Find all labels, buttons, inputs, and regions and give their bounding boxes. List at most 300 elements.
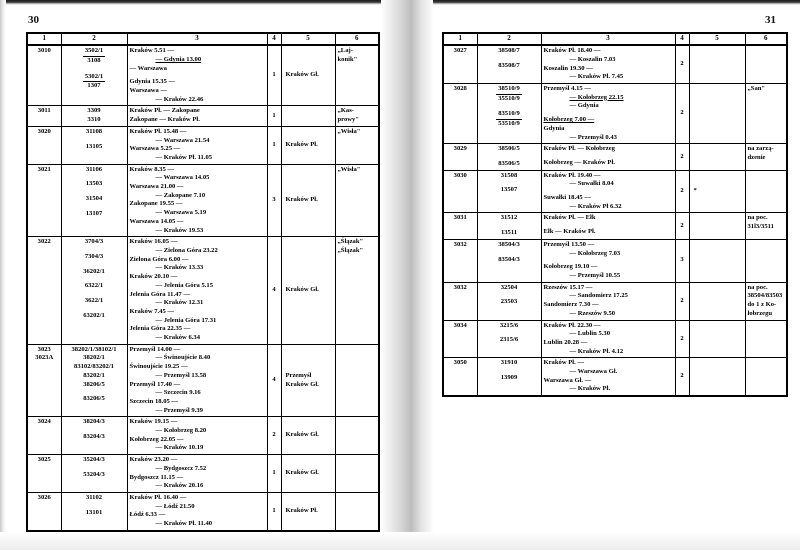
train-number: 38202/1/38102/1 — [71, 345, 117, 353]
train-number: 3215/6 — [499, 321, 519, 329]
cell-train-numbers — [477, 45, 541, 83]
train-number-fraction — [480, 110, 539, 128]
train-number: 53204/3 — [83, 470, 105, 478]
train-number: 83202/1 — [83, 371, 105, 379]
cell-set-count: 2 — [675, 144, 689, 170]
relation-number: 3024 — [37, 418, 51, 426]
itinerary-line: Bydgoszcz 11.15 — — [129, 473, 184, 481]
home-station: Kraków Pł. — [285, 507, 318, 515]
remark-line: do 1 z Ko- — [747, 301, 777, 309]
cell-relation-number — [27, 492, 61, 530]
table-row — [443, 84, 787, 144]
train-number: 13107 — [85, 209, 103, 217]
cell-set-count: 3 — [267, 164, 281, 237]
train-number: 3310 — [87, 116, 101, 124]
itinerary-line: — Kraków Pł 6.32 — [569, 202, 622, 210]
table-row — [27, 106, 379, 126]
train-number: 31504 — [85, 195, 103, 203]
itinerary-line: — Kraków Pł. 11.05 — [155, 153, 213, 161]
cell-itinerary — [127, 455, 267, 493]
cell-train-numbers — [477, 84, 541, 144]
itinerary-line: Kraków Pł. 16.40 — — [129, 493, 187, 501]
itinerary-line: — Świnoujście 8.40 — [155, 354, 211, 362]
cell-itinerary — [541, 45, 675, 83]
relation-number: 3032 — [453, 283, 467, 291]
cell-itinerary — [127, 164, 267, 237]
itinerary-line: Zielona Góra 6.00 — — [129, 255, 189, 263]
cell-set-count: 1 — [267, 126, 281, 164]
cell-home-station — [281, 126, 335, 164]
cell-home-station — [689, 239, 745, 282]
cell-home-station — [281, 492, 335, 530]
cell-set-count: 1 — [267, 455, 281, 493]
itinerary-line: Warszawa Gł. — — [543, 376, 592, 384]
itinerary-line-underlined: — Kołobrzeg 22.15 — [569, 93, 624, 101]
itinerary-line: Ełk — Kraków Pł. — [543, 228, 596, 236]
table-row — [27, 344, 379, 417]
itinerary-line: — Kraków 12.31 — [155, 299, 204, 307]
itinerary-line: — Kraków 10.19 — [155, 444, 204, 452]
cell-set-count: 2 — [675, 320, 689, 358]
cell-relation-number — [443, 213, 477, 239]
cell-train-numbers — [61, 417, 127, 455]
cell-remarks — [335, 164, 379, 237]
itinerary-line: Kołobrzeg 19.10 — — [543, 263, 598, 271]
remark-line: na poc. — [747, 283, 768, 291]
itinerary-line: Kraków Pł. — — [543, 359, 584, 367]
train-number: 3309 — [87, 107, 101, 115]
remark-line: „Laj- — [337, 47, 353, 55]
header-col-2: 2 — [477, 33, 541, 45]
header-col-1: 1 — [27, 33, 61, 45]
timetable-left-body — [27, 45, 379, 531]
itinerary-line: — Kraków Pł. — [569, 385, 610, 393]
cell-home-station — [281, 455, 335, 493]
relation-number: 3021 — [37, 165, 51, 173]
table-header-row — [443, 33, 787, 45]
itinerary-line: Warszawa 21.00 — — [129, 183, 184, 191]
cell-relation-number — [443, 144, 477, 170]
train-number: 38206/5 — [83, 380, 105, 388]
relation-number: 3034 — [453, 321, 467, 329]
train-number: 13105 — [85, 142, 103, 150]
cell-train-numbers — [477, 358, 541, 396]
train-number: 83506/5 — [498, 159, 520, 167]
cell-remarks — [335, 106, 379, 126]
itinerary-line: — Kraków Pł. 7.45 — [569, 73, 624, 81]
itinerary-line: — Koszalin 7.03 — [569, 55, 616, 63]
cell-itinerary — [127, 126, 267, 164]
cell-remarks — [745, 84, 787, 144]
cell-remarks — [335, 492, 379, 530]
train-number: 13507 — [500, 186, 518, 194]
table-row — [443, 282, 787, 320]
table-row — [27, 492, 379, 530]
cell-train-numbers — [477, 282, 541, 320]
itinerary-line: Kraków 5.51 — — [129, 47, 175, 55]
remark-line: 38504/83503 — [747, 292, 783, 300]
remark-line: na zarzą- — [747, 145, 774, 153]
itinerary-line: Jelenia Góra 22.35 — — [129, 325, 191, 333]
cell-remarks — [335, 45, 379, 106]
cell-remarks — [335, 344, 379, 417]
header-col-5: 5 — [689, 33, 745, 45]
cell-set-count: 2 — [675, 45, 689, 83]
train-number: 13503 — [85, 180, 103, 188]
cell-remarks — [745, 213, 787, 239]
cell-set-count: 2 — [675, 213, 689, 239]
itinerary-line: — Kraków 13.33 — [155, 264, 204, 272]
train-number: 35204/3 — [83, 456, 105, 464]
itinerary-line: — Kołobrzeg 8.20 — [155, 427, 207, 435]
itinerary-line: Sandomierz 7.30 — — [543, 301, 599, 309]
train-number-fraction — [64, 47, 125, 65]
cell-home-station — [281, 344, 335, 417]
train-number: 83206/5 — [83, 395, 105, 403]
itinerary-line: — Kraków Pł. 4.12 — [569, 347, 624, 355]
itinerary-line: Kraków Pł. 22.30 — — [543, 321, 601, 329]
train-number-fraction — [64, 73, 125, 91]
relation-number: 3031 — [453, 214, 467, 222]
home-station: Kraków Gł. — [285, 431, 319, 439]
cell-set-count: 4 — [267, 237, 281, 344]
remark-line: prowy" — [337, 116, 359, 124]
remark-line: „Wisła" — [337, 127, 361, 135]
right-page — [400, 0, 800, 550]
itinerary-line — [544, 116, 673, 125]
cell-home-station — [281, 106, 335, 126]
itinerary-line: Zakopane 19.55 — — [129, 200, 183, 208]
home-station: Kraków Gł. — [285, 469, 319, 477]
cell-train-numbers — [61, 344, 127, 417]
cell-set-count: 2 — [267, 417, 281, 455]
itinerary-line: — Bydgoszcz 7.52 — [155, 464, 207, 472]
cell-itinerary — [127, 344, 267, 417]
relation-number: 3010 — [37, 47, 51, 55]
table-row — [443, 239, 787, 282]
relation-number: 3025 — [37, 456, 51, 464]
itinerary-line: Suwałki 18.45 — — [543, 194, 591, 202]
cell-relation-number — [27, 455, 61, 493]
train-number: 2315/6 — [499, 336, 519, 344]
itinerary-line: — Kraków 22.46 — [155, 95, 204, 103]
header-col-3: 3 — [127, 33, 267, 45]
remark-line: „Wisła" — [337, 165, 361, 173]
cell-itinerary — [541, 239, 675, 282]
itinerary-line: Lublin 20.28 — — [543, 338, 588, 346]
itinerary-line: Koszalin 19.30 — — [543, 64, 593, 72]
itinerary-line: — Kraków 6.34 — [155, 334, 201, 342]
cell-remarks — [745, 170, 787, 213]
train-number: 38204/3 — [83, 418, 105, 426]
page-number-left: 30 — [28, 14, 39, 26]
relation-number: 3027 — [453, 47, 467, 55]
cell-home-station — [689, 170, 745, 213]
cell-remarks — [335, 417, 379, 455]
relation-number: 3023A — [35, 354, 54, 362]
itinerary-line: Kołobrzeg — Kraków Pł. — [543, 158, 615, 166]
train-number: 6322/1 — [84, 282, 104, 290]
cell-set-count: 1 — [267, 45, 281, 106]
cell-itinerary — [127, 237, 267, 344]
cell-train-numbers — [61, 237, 127, 344]
cell-set-count: 2 — [675, 282, 689, 320]
home-station: Kraków Pł. — [285, 196, 318, 204]
table-row — [443, 45, 787, 83]
itinerary-line: — Przemyśl 10.55 — [569, 272, 621, 279]
itinerary-line: — Warszawa Gł. — [569, 368, 618, 376]
table-row — [443, 170, 787, 213]
table-row — [27, 126, 379, 164]
cell-relation-number — [27, 344, 61, 417]
cell-train-numbers — [61, 164, 127, 237]
itinerary-line: Kraków 8.35 — — [129, 165, 175, 173]
cell-home-station — [281, 45, 335, 106]
cell-itinerary — [541, 213, 675, 239]
cell-home-station — [689, 84, 745, 144]
table-row — [443, 320, 787, 358]
train-number: 13909 — [500, 374, 518, 382]
itinerary-line: Przemyśl 17.40 — — [129, 380, 181, 388]
itinerary-line: — Kraków Pł. 11.40 — [155, 520, 213, 528]
relation-number: 3029 — [453, 145, 467, 153]
cell-train-numbers — [477, 213, 541, 239]
cell-home-station — [689, 282, 745, 320]
train-number-top: 3502/1 — [83, 47, 105, 57]
cell-remarks — [745, 320, 787, 358]
cell-set-count: 2 — [675, 170, 689, 213]
itinerary-line: — Warszawa 21.54 — [155, 136, 210, 144]
home-station: * — [693, 187, 697, 195]
itinerary-line: — Rzeszów 9.50 — [569, 309, 616, 317]
cell-relation-number — [443, 45, 477, 83]
itinerary-line: Kraków Pł. — Kołobrzeg — [543, 145, 615, 153]
header-col-4: 4 — [675, 33, 689, 45]
relation-number: 3011 — [37, 107, 51, 115]
cell-remarks — [335, 126, 379, 164]
relation-number: 3022 — [37, 238, 51, 246]
cell-remarks — [745, 358, 787, 396]
header-col-5: 5 — [281, 33, 335, 45]
itinerary-line-underlined: Kołobrzeg 7.00 — — [543, 116, 595, 124]
itinerary-line: Gdynia — [543, 124, 565, 132]
cell-remarks — [335, 237, 379, 344]
remark-line: dzenie — [747, 153, 766, 161]
relation-number: 3050 — [453, 359, 467, 367]
train-number: 83508/7 — [498, 61, 520, 69]
train-number: 83102/83202/1 — [74, 363, 114, 371]
header-col-4: 4 — [267, 33, 281, 45]
cell-relation-number — [443, 282, 477, 320]
table-row — [27, 237, 379, 344]
cell-train-numbers — [61, 45, 127, 106]
itinerary-line: Kraków Pł. — Zakopane — [129, 107, 200, 115]
train-number: 13101 — [85, 508, 103, 516]
page-number-right: 31 — [765, 14, 776, 26]
cell-train-numbers — [61, 106, 127, 126]
itinerary-line: — Zielona Góra 23.22 — [155, 247, 218, 254]
cell-train-numbers — [477, 170, 541, 213]
cell-train-numbers — [61, 126, 127, 164]
table-row — [27, 45, 379, 106]
train-number-bottom: 3108 — [87, 56, 101, 64]
cell-itinerary — [541, 170, 675, 213]
train-number-top: 83510/9 — [496, 110, 522, 120]
cell-remarks — [745, 282, 787, 320]
train-number: 3704/3 — [84, 238, 104, 246]
itinerary-line: — Warszawa 14.05 — [155, 174, 210, 182]
cell-relation-number — [27, 106, 61, 126]
itinerary-line: Łódź 6.33 — — [129, 511, 166, 519]
home-station: Kraków Gł. — [285, 71, 319, 79]
header-col-6: 6 — [745, 33, 787, 45]
table-row — [27, 455, 379, 493]
cell-set-count: 2 — [675, 358, 689, 396]
header-col-1: 1 — [443, 33, 477, 45]
cell-remarks — [745, 239, 787, 282]
train-number: 83204/3 — [83, 433, 105, 441]
itinerary-line — [130, 56, 265, 65]
itinerary-line: Kołobrzeg 22.05 — — [129, 435, 184, 443]
timetable-left — [26, 32, 380, 532]
cell-itinerary — [541, 320, 675, 358]
cell-home-station — [689, 144, 745, 170]
cell-relation-number — [27, 164, 61, 237]
home-station: Kraków Gł. — [285, 380, 319, 388]
train-number-bottom: 35510/9 — [498, 94, 520, 102]
cell-train-numbers — [477, 320, 541, 358]
itinerary-line: — Szczecin 9.16 — [155, 389, 201, 397]
cell-itinerary — [127, 492, 267, 530]
header-col-3: 3 — [541, 33, 675, 45]
timetable-right-body — [443, 45, 787, 396]
scan-bottom-shade — [0, 532, 800, 550]
itinerary-line: Warszawa 14.05 — — [129, 217, 184, 225]
itinerary-line: Przemyśl 13.50 — — [543, 240, 595, 248]
cell-set-count: 4 — [267, 344, 281, 417]
itinerary-line: Kraków Pł. 15.48 — — [129, 127, 187, 135]
remark-line: „San" — [747, 85, 766, 93]
itinerary-line: Kraków 20.10 — — [129, 273, 178, 281]
cell-home-station — [281, 164, 335, 237]
train-number: 31108 — [85, 127, 103, 135]
itinerary-line: Przemyśl 14.00 — — [129, 345, 181, 353]
train-number: 31102 — [85, 493, 103, 501]
itinerary-line: Przemyśl 4.15 — — [543, 85, 591, 93]
itinerary-line: — Jelenia Góra 5.15 — [155, 281, 214, 289]
itinerary-line: — Zakopane 7.10 — [155, 191, 206, 199]
itinerary-line: Kraków Pł. 19.40 — — [543, 171, 601, 179]
train-number-bottom: 53510/9 — [498, 120, 520, 128]
cell-itinerary — [541, 144, 675, 170]
itinerary-line: Kraków 16.05 — — [129, 238, 178, 246]
itinerary-line: — Przemyśl 13.58 — [155, 371, 207, 379]
itinerary-line: — Przemyśl 9.39 — [155, 406, 203, 414]
itinerary-line: — Gdynia — [569, 102, 599, 110]
cell-set-count: 2 — [675, 84, 689, 144]
cell-train-numbers — [477, 239, 541, 282]
timetable-right — [442, 32, 788, 397]
table-row — [27, 164, 379, 237]
itinerary-line: Rzeszów 15.17 — — [543, 283, 593, 291]
train-number: 38504/3 — [498, 240, 520, 248]
home-station: Kraków Pł. — [285, 140, 318, 148]
remark-line: łobrzegu — [747, 309, 773, 317]
train-number: 3622/1 — [84, 297, 104, 305]
cell-itinerary — [127, 417, 267, 455]
relation-number: 3023 — [37, 345, 51, 353]
remark-line: „Ślązak" — [337, 238, 364, 246]
train-number-bottom: 1307 — [87, 82, 101, 90]
itinerary-line: — Przemyśl 0.43 — [569, 133, 617, 141]
cell-relation-number — [443, 170, 477, 213]
itinerary-line: — Łódź 21.50 — [155, 502, 195, 510]
table-header-row — [27, 33, 379, 45]
remark-line: konik" — [337, 55, 358, 63]
cell-itinerary — [541, 84, 675, 144]
cell-relation-number — [443, 358, 477, 396]
itinerary-line: — Kraków 20.16 — [155, 482, 204, 490]
train-number: 13511 — [500, 229, 518, 237]
header-col-6: 6 — [335, 33, 379, 45]
table-row — [443, 358, 787, 396]
remark-line: 31l3/3511 — [747, 223, 774, 231]
itinerary-line: Świnoujście 19.25 — — [129, 363, 188, 371]
train-number: 31910 — [500, 359, 518, 367]
relation-number: 3020 — [37, 127, 51, 135]
cell-relation-number — [443, 239, 477, 282]
train-number: 38506/5 — [498, 145, 520, 153]
train-number-top: 38510/9 — [496, 85, 522, 95]
itinerary-line: Warszawa — — [129, 87, 168, 95]
train-number: 31508 — [500, 171, 518, 179]
train-number: 83504/3 — [498, 255, 520, 263]
cell-relation-number — [27, 237, 61, 344]
cell-itinerary — [541, 282, 675, 320]
home-station: Kraków Gł. — [285, 286, 319, 294]
itinerary-line: — Lublin 5.30 — [569, 330, 610, 338]
cell-home-station — [281, 417, 335, 455]
relation-number: 3030 — [453, 171, 467, 179]
train-number: 38202/1 — [83, 354, 105, 362]
itinerary-line: Zakopane — Kraków Pł. — [129, 116, 200, 124]
remark-line: na poc. — [747, 214, 768, 222]
itinerary-line: — Jelenia Góra 17.31 — [155, 316, 217, 324]
itinerary-line-underlined: — Gdynia 13.00 — [155, 55, 202, 63]
train-number: 31106 — [85, 165, 103, 173]
cell-home-station — [281, 237, 335, 344]
train-number-fraction — [480, 85, 539, 103]
cell-remarks — [745, 45, 787, 83]
cell-remarks — [335, 455, 379, 493]
itinerary-line: Szczecin 18.05 — — [129, 397, 179, 405]
remark-line: „Ślązak" — [337, 247, 364, 254]
cell-train-numbers — [61, 455, 127, 493]
itinerary-line — [544, 94, 673, 103]
train-number: 7304/3 — [84, 253, 104, 260]
remark-line: „Kas- — [337, 107, 354, 115]
train-number: 23503 — [500, 298, 518, 306]
itinerary-line: Warszawa 5.25 — — [129, 145, 181, 153]
train-number: 31512 — [500, 214, 518, 222]
relation-number: 3032 — [453, 240, 467, 248]
cell-train-numbers — [61, 492, 127, 530]
cell-home-station — [689, 320, 745, 358]
itinerary-line: Gdynia 15.35 — — [129, 78, 176, 86]
cell-home-station — [689, 45, 745, 83]
relation-number: 3026 — [37, 493, 51, 501]
table-row — [443, 144, 787, 170]
